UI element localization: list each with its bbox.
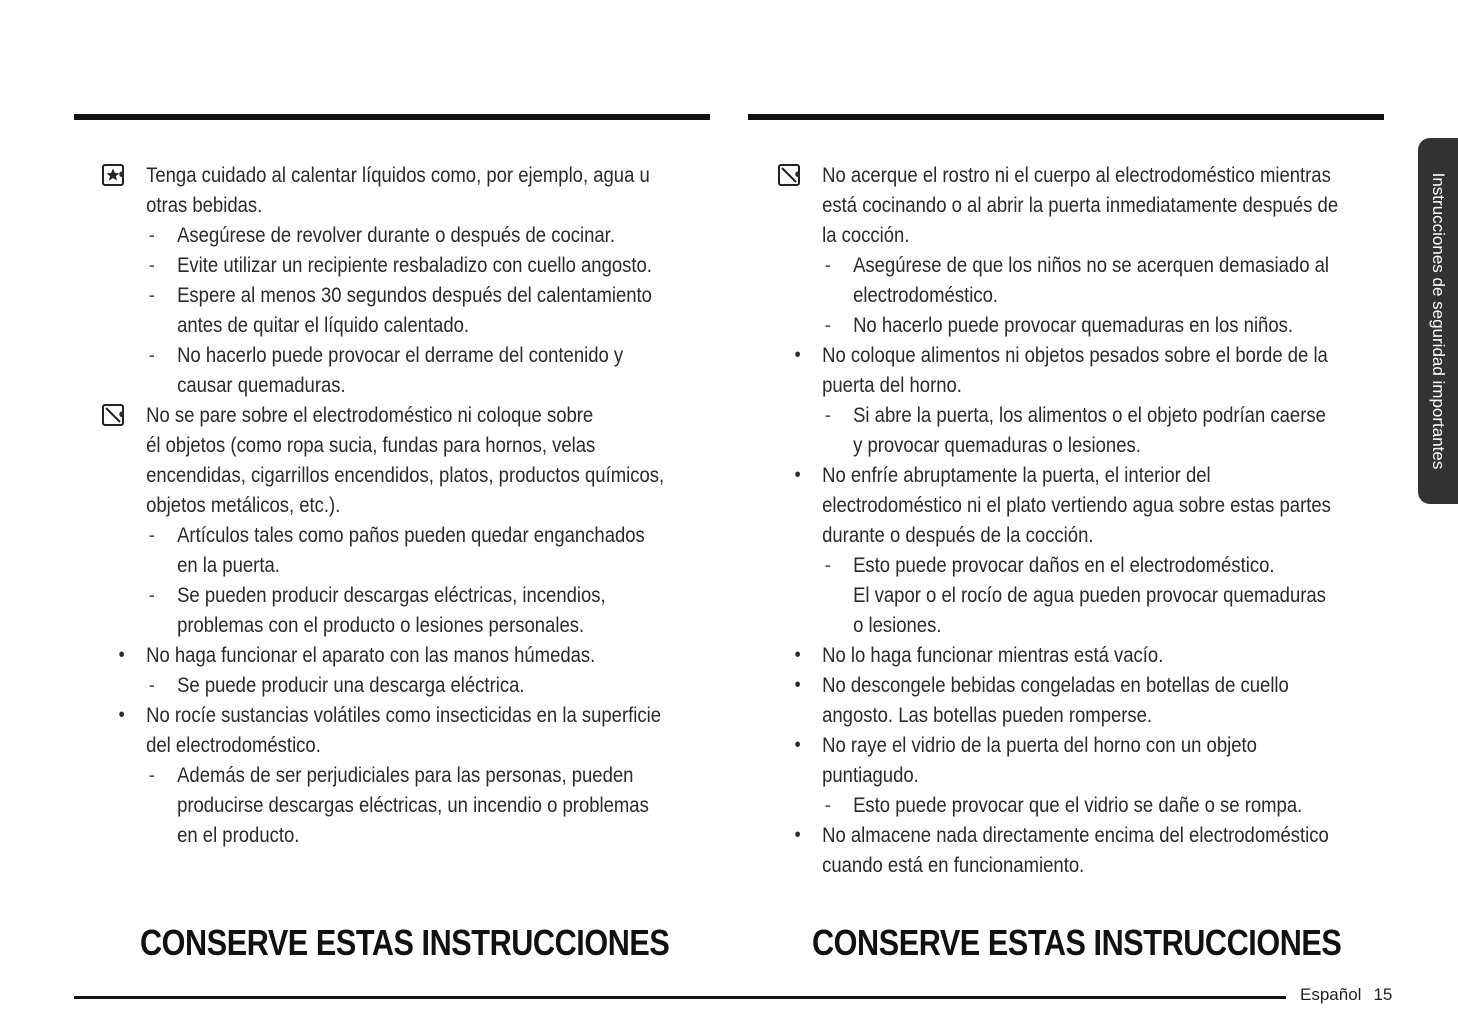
sub-bullet-text: - No hacerlo puede provocar quemaduras en los niños.: [786, 310, 1412, 340]
bullet-text: • No coloque alimentos ni objetos pesados sobre el borde de la: [786, 340, 1416, 370]
bullet-text: • No haga funcionar el aparato con las manos húmedas.: [110, 640, 740, 670]
sub-bullet-text: producirse descargas eléctricas, un incendio o problemas: [177, 793, 649, 817]
sub-bullet-text: en la puerta.: [177, 553, 280, 577]
safety-item: [786, 340, 1386, 460]
sub-bullet-text: causar quemaduras.: [177, 373, 346, 397]
sub-bullet-text: en el producto.: [177, 823, 300, 847]
section-side-tab[interactable]: [1418, 138, 1458, 504]
sub-bullet-text: - Se pueden producir descargas eléctricas, incendios,: [110, 580, 736, 610]
sub-bullet-text: - Además de ser perjudiciales para las personas, pueden: [110, 760, 736, 790]
safety-item: [110, 160, 710, 400]
bullet-text: • No enfríe abruptamente la puerta, el interior del: [786, 460, 1416, 490]
bullet-text: cuando está en funcionamiento.: [822, 853, 1085, 877]
sub-bullet-text: - Esto puede provocar que el vidrio se dañe o se rompa.: [786, 790, 1412, 820]
bullet-text: del electrodoméstico.: [146, 733, 321, 757]
bullet-text: puntiagudo.: [822, 763, 919, 787]
right-column: [786, 160, 1386, 880]
bullet-text: electrodoméstico ni el plato vertiendo agua sobre estas partes: [822, 493, 1331, 517]
safety-item: [786, 160, 1386, 340]
sub-bullet-text: - Si abre la puerta, los alimentos o el objeto podrían caerse: [786, 400, 1412, 430]
footer-language: Español: [1300, 985, 1362, 1004]
sub-bullet-text: El vapor o el rocío de agua pueden provocar quemaduras: [853, 583, 1326, 607]
bullet-text: puerta del horno.: [822, 373, 962, 397]
safety-item: [110, 400, 710, 640]
safety-item: [786, 730, 1386, 820]
bullet-text: encendidas, cigarrillos encendidos, platos, productos químicos,: [146, 463, 665, 487]
bullet-text: objetos metálicos, etc.).: [146, 493, 341, 517]
bullet-text: otras bebidas.: [146, 193, 263, 217]
left-column: [110, 160, 710, 850]
top-rule-right: [748, 114, 1384, 120]
sub-bullet-text: antes de quitar el líquido calentado.: [177, 313, 470, 337]
sub-bullet-text: electrodoméstico.: [853, 283, 998, 307]
save-instructions-heading-left: CONSERVE ESTAS INSTRUCCIONES: [140, 922, 670, 963]
bullet-text: la cocción.: [822, 223, 910, 247]
safety-item: [786, 460, 1386, 640]
sub-bullet-text: - Artículos tales como paños pueden quedar enganchados: [110, 520, 736, 550]
bullet-text: él objetos (como ropa sucia, fundas para hornos, velas: [146, 433, 596, 457]
bullet-text: está cocinando o al abrir la puerta inmediatamente después de: [822, 193, 1339, 217]
sub-bullet-text: problemas con el producto o lesiones personales.: [177, 613, 585, 637]
safety-item: [110, 700, 710, 850]
sub-bullet-text: y provocar quemaduras o lesiones.: [853, 433, 1141, 457]
bullet-text: • No almacene nada directamente encima del electrodoméstico: [786, 820, 1416, 850]
save-instructions-heading-right: CONSERVE ESTAS INSTRUCCIONES: [812, 922, 1342, 963]
sub-bullet-text: - Evite utilizar un recipiente resbaladizo con cuello angosto.: [110, 250, 736, 280]
safety-item: [786, 640, 1386, 670]
sub-bullet-text: - Espere al menos 30 segundos después del calentamiento: [110, 280, 736, 310]
top-rule-left: [74, 114, 710, 120]
bullet-text: • No acerque el rostro ni el cuerpo al electrodoméstico mientras: [786, 160, 1416, 190]
sub-bullet-text: - Asegúrese de revolver durante o después de cocinar.: [110, 220, 736, 250]
sub-bullet-text: - Se puede producir una descarga eléctrica.: [110, 670, 736, 700]
page-number: 15: [1373, 985, 1393, 1004]
side-tab-label: Instrucciones de seguridad importantes: [1429, 172, 1448, 470]
bullet-text: • No rocíe sustancias volátiles como insecticidas en la superficie: [110, 700, 740, 730]
bullet-text: • No lo haga funcionar mientras está vacío.: [786, 640, 1416, 670]
sub-bullet-text: - No hacerlo puede provocar el derrame del contenido y: [110, 340, 736, 370]
safety-item: [786, 670, 1386, 730]
bullet-text: • Tenga cuidado al calentar líquidos como, por ejemplo, agua u: [110, 160, 740, 190]
safety-item: [110, 640, 710, 700]
sub-bullet-text: - Asegúrese de que los niños no se acerquen demasiado al: [786, 250, 1412, 280]
sub-bullet-text: - Esto puede provocar daños en el electrodoméstico.: [786, 550, 1412, 580]
bullet-text: • No raye el vidrio de la puerta del horno con un objeto: [786, 730, 1416, 760]
sub-bullet-text: o lesiones.: [853, 613, 942, 637]
bullet-text: durante o después de la cocción.: [822, 523, 1094, 547]
bottom-rule: [74, 996, 1286, 999]
page-footer: [1300, 985, 1392, 1005]
safety-item: [786, 820, 1386, 880]
bullet-text: • No se pare sobre el electrodoméstico ni coloque sobre: [110, 400, 740, 430]
bullet-text: • No descongele bebidas congeladas en botellas de cuello: [786, 670, 1416, 700]
bullet-text: angosto. Las botellas pueden romperse.: [822, 703, 1153, 727]
